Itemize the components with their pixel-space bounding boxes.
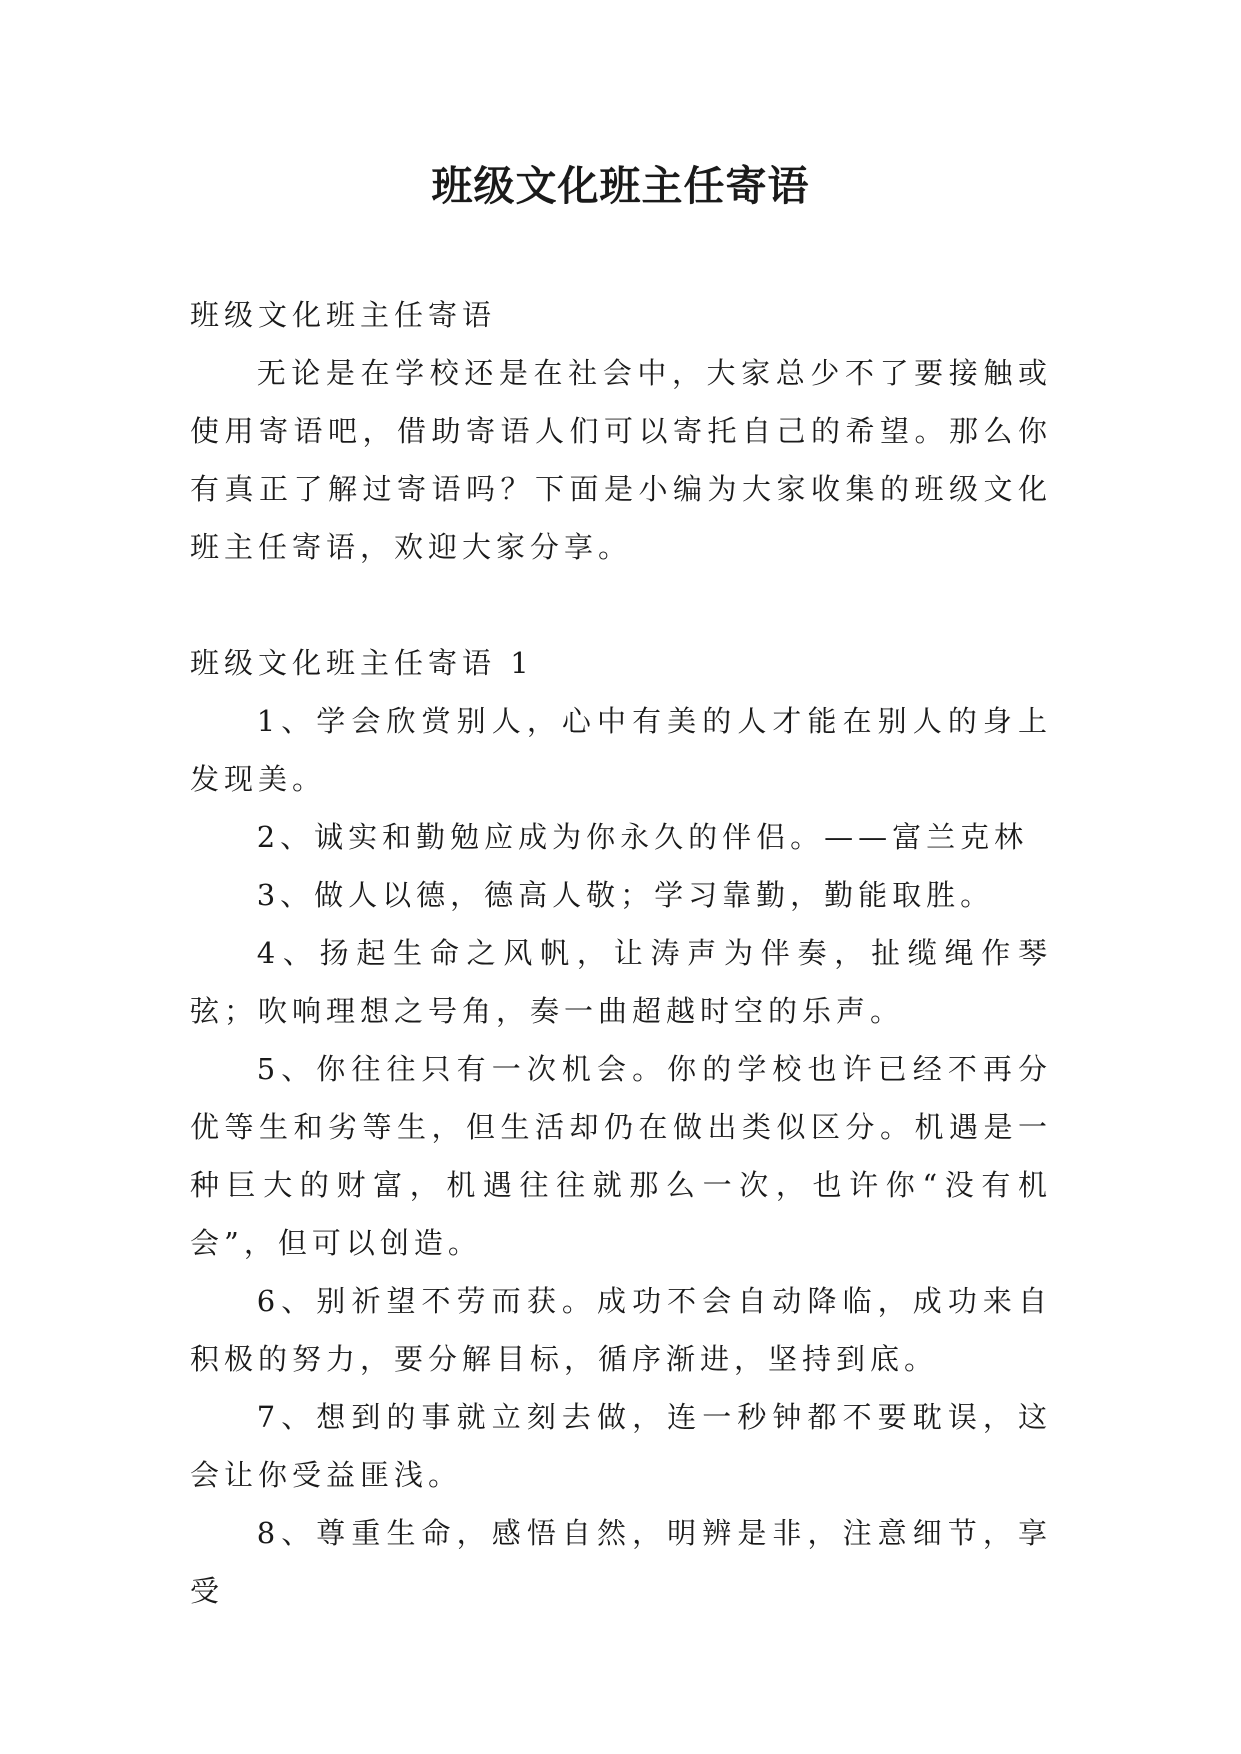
document-body (190, 286, 1052, 1620)
intro-heading: 班级文化班主任寄语 (190, 298, 497, 332)
list-item: 2、诚实和勤勉应成为你永久的伴侣。——富兰克林 (256, 820, 1029, 854)
list-item: 3、做人以德，德高人敬；学习靠勤，勤能取胜。 (256, 878, 995, 912)
list-item: 6、别祈望不劳而获。成功不会自动降临，成功来自积极的努力，要分解目标，循序渐进，坚持到底。 (190, 1284, 1052, 1376)
intro-paragraph: 无论是在学校还是在社会中，大家总少不了要接触或使用寄语吧，借助寄语人们可以寄托自己的希望。那么你有真正了解过寄语吗？下面是小编为大家收集的班级文化班主任寄语，欢迎大家分享。 (190, 356, 1052, 564)
section-heading: 班级文化班主任寄语 1 (190, 646, 534, 680)
list-item: 5、你往往只有一次机会。你的学校也许已经不再分优等生和劣等生，但生活却仍在做出类似区分。机遇是一种巨大的财富，机遇往往就那么一次，也许你“没有机会”，但可以创造。 (190, 1052, 1052, 1260)
list-item: 1、学会欣赏别人，心中有美的人才能在别人的身上发现美。 (190, 704, 1052, 796)
list-item: 8、尊重生命，感悟自然，明辨是非，注意细节，享受 (190, 1516, 1052, 1608)
document-title: 班级文化班主任寄语 (431, 162, 810, 210)
section-spacer (190, 576, 1052, 634)
list-item: 4、扬起生命之风帆，让涛声为伴奏，扯缆绳作琴弦；吹响理想之号角，奏一曲超越时空的乐声。 (190, 936, 1052, 1028)
list-item: 7、想到的事就立刻去做，连一秒钟都不要耽误，这会让你受益匪浅。 (190, 1400, 1052, 1492)
